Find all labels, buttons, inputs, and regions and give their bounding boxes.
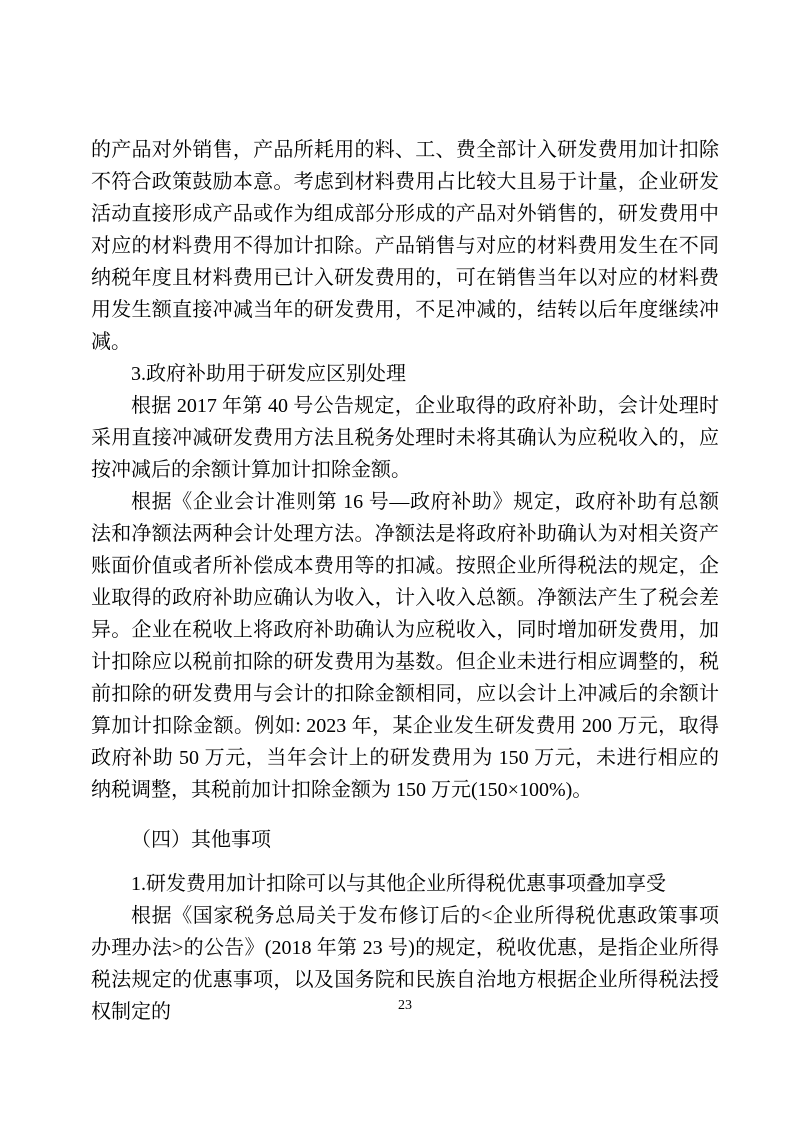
heading-other-matters: （四）其他事项 xyxy=(131,829,271,851)
page-number: 23 xyxy=(398,998,412,1013)
document-body xyxy=(91,134,719,1028)
paragraph-accounting-standard-16: 根据《企业会计准则第 16 号—政府补助》规定，政府补助有总额法和净额法两种会计处理方法。净额法是将政府补助确认为对相关资产账面价值或者所补偿成本费用等的扣减。按照企业所得税法的规定，企业取得的政府补助应确认为收入，计入收入总额。净额法产生了税会差异。企业在税收上将政府补助确认为应税收入，同时增加研发费用，加计扣除应以税前扣除的研发费用为基数。但企业未进行相应调整的，税前扣除的研发费用与会计的扣除金额相同，应以会计上冲减后的余额计算加计扣除金额。例如: 2023 年，某企业发生研发费用 200 万元，取得政府补助 50 万元，当年会计上的研发费用为 150 万元，未进行相应的纳税调整，其税前加计扣除金额为 150 万元(150×100%)。 xyxy=(91,491,719,801)
heading-government-subsidy: 3.政府补助用于研发应区别处理 xyxy=(131,363,406,385)
heading-stacking-benefits: 1.研发费用加计扣除可以与其他企业所得税优惠事项叠加享受 xyxy=(131,873,666,895)
paragraph-tax-preference: 根据《国家税务总局关于发布修订后的<企业所得税优惠政策事项办理办法>的公告》(2018 年第 23 号)的规定，税收优惠，是指企业所得税法规定的优惠事项，以及国务院和民族自治地方根据企业所得税法授权制定的 xyxy=(91,905,719,1023)
page-footer xyxy=(91,997,719,1015)
paragraph-announcement-40: 根据 2017 年第 40 号公告规定，企业取得的政府补助，会计处理时采用直接冲减研发费用方法且税务处理时未将其确认为应税收入的，应按冲减后的余额计算加计扣除金额。 xyxy=(91,395,719,481)
paragraph-product-sales-continuation: 的产品对外销售，产品所耗用的料、工、费全部计入研发费用加计扣除不符合政策鼓励本意。考虑到材料费用占比较大且易于计量，企业研发活动直接形成产品或作为组成部分形成的产品对外销售的，研发费用中对应的材料费用不得加计扣除。产品销售与对应的材料费用发生在不同纳税年度且材料费用已计入研发费用的，可在销售当年以对应的材料费用发生额直接冲减当年的研发费用，不足冲减的，结转以后年度继续冲减。 xyxy=(91,139,719,353)
